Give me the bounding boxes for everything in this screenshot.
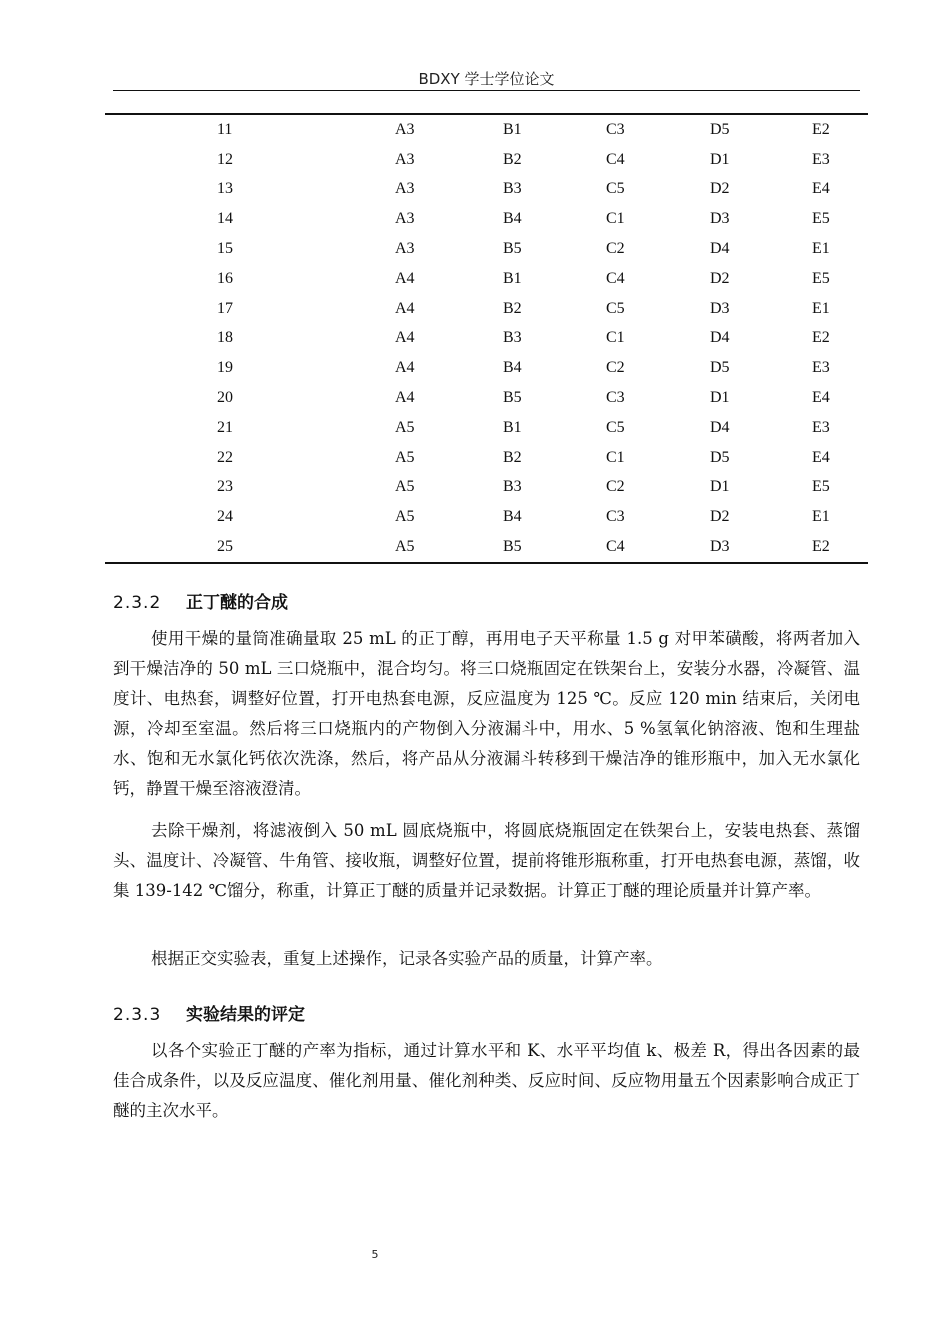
table-cell-level: A4 — [395, 269, 415, 287]
table-cell-level: C3 — [606, 120, 625, 138]
table-cell-level: B3 — [503, 478, 522, 496]
table-cell-level: D5 — [710, 359, 730, 377]
table-row — [105, 413, 868, 443]
table-row — [105, 532, 868, 562]
table-row — [105, 204, 868, 234]
table-cell-run-number: 23 — [217, 478, 233, 496]
table-cell-level: B3 — [503, 329, 522, 347]
table-cell-level: D5 — [710, 120, 730, 138]
table-cell-level: D4 — [710, 240, 730, 258]
table-cell-level: A4 — [395, 359, 415, 377]
table-row — [105, 234, 868, 264]
table-cell-run-number: 20 — [217, 389, 233, 407]
table-cell-level: D2 — [710, 508, 730, 526]
table-cell-level: C5 — [606, 418, 625, 436]
table-cell-run-number: 21 — [217, 418, 233, 436]
table-cell-run-number: 16 — [217, 269, 233, 287]
table-cell-level: A5 — [395, 538, 415, 556]
table-cell-level: C2 — [606, 359, 625, 377]
table-cell-level: C2 — [606, 478, 625, 496]
running-header: BDXY 学士学位论文 — [418, 70, 555, 88]
section-number: 2.3.3 — [113, 1005, 162, 1025]
table-cell-level: E4 — [812, 180, 830, 198]
table-row — [105, 383, 868, 413]
table-cell-level: B1 — [503, 418, 522, 436]
table-cell-level: A3 — [395, 210, 415, 228]
table-cell-level: C4 — [606, 269, 625, 287]
table-cell-level: E5 — [812, 478, 830, 496]
paragraph: 使用干燥的量筒准确量取 25 mL 的正丁醇，再用电子天平称量 1.5 g 对甲苯磺酸，将两者加入到干燥洁净的 50 mL 三口烧瓶中，混合均匀。将三口烧瓶固定在铁架台上，安装分水器，冷凝管、温度计、电热套，调整好位置，打开电热套电源，反应温度为 125 ℃。反应 120 min 结束后，关闭电源，冷却至室温。然后将三口烧瓶内的产物倒入分液漏斗中，用水、5 %氢氧化钠溶液、饱和生理盐水、饱和无水氯化钙依次洗涤，然后，将产品从分液漏斗转移到干燥洁净的锥形瓶中，加入无水氯化钙，静置干燥至溶液澄清。 — [113, 629, 860, 798]
table-cell-level: C1 — [606, 448, 625, 466]
section-heading-2-3-3 — [113, 1000, 305, 1025]
table-cell-level: B1 — [503, 120, 522, 138]
table-cell-level: D3 — [710, 299, 730, 317]
section-title: 正丁醚的合成 — [186, 593, 288, 613]
table-cell-level: E5 — [812, 210, 830, 228]
table-cell-run-number: 15 — [217, 240, 233, 258]
table-cell-run-number: 14 — [217, 210, 233, 228]
table-cell-run-number: 11 — [217, 120, 233, 138]
table-body — [105, 115, 868, 562]
table-row — [105, 145, 868, 175]
table-cell-level: C2 — [606, 240, 625, 258]
table-cell-level: A5 — [395, 478, 415, 496]
table-cell-level: E1 — [812, 299, 830, 317]
table-cell-level: C3 — [606, 508, 625, 526]
table-row — [105, 294, 868, 324]
table-cell-level: A4 — [395, 389, 415, 407]
table-bottom-rule — [105, 562, 868, 564]
table-cell-level: C4 — [606, 538, 625, 556]
table-cell-level: B2 — [503, 448, 522, 466]
table-cell-level: B2 — [503, 150, 522, 168]
table-row — [105, 353, 868, 383]
table-cell-run-number: 13 — [217, 180, 233, 198]
table-cell-level: D1 — [710, 389, 730, 407]
table-row — [105, 175, 868, 205]
section-title: 实验结果的评定 — [186, 1005, 305, 1025]
table-cell-run-number: 19 — [217, 359, 233, 377]
table-cell-level: B5 — [503, 389, 522, 407]
table-cell-level: D3 — [710, 210, 730, 228]
table-cell-level: E5 — [812, 269, 830, 287]
table-cell-level: E3 — [812, 150, 830, 168]
table-cell-level: E2 — [812, 538, 830, 556]
table-cell-level: A5 — [395, 418, 415, 436]
table-row — [105, 502, 868, 532]
table-cell-run-number: 17 — [217, 299, 233, 317]
table-cell-level: D2 — [710, 180, 730, 198]
table-cell-level: D1 — [710, 150, 730, 168]
table-cell-level: D3 — [710, 538, 730, 556]
table-cell-level: B4 — [503, 359, 522, 377]
table-row — [105, 264, 868, 294]
table-cell-level: C5 — [606, 180, 625, 198]
table-cell-level: A5 — [395, 448, 415, 466]
table-cell-level: C3 — [606, 389, 625, 407]
table-cell-level: D2 — [710, 269, 730, 287]
table-cell-level: B2 — [503, 299, 522, 317]
table-cell-level: C5 — [606, 299, 625, 317]
table-cell-level: D4 — [710, 329, 730, 347]
table-cell-level: E4 — [812, 448, 830, 466]
table-cell-level: E4 — [812, 389, 830, 407]
table-cell-level: A4 — [395, 329, 415, 347]
header-rule — [113, 90, 860, 91]
table-row — [105, 115, 868, 145]
paragraph: 根据正交实验表，重复上述操作，记录各实验产品的质量，计算产率。 — [151, 949, 663, 968]
table-cell-run-number: 18 — [217, 329, 233, 347]
table-row — [105, 473, 868, 503]
page-number: 5 — [371, 1248, 379, 1261]
table-cell-level: D1 — [710, 478, 730, 496]
table-cell-level: B1 — [503, 269, 522, 287]
table-cell-level: B5 — [503, 240, 522, 258]
table-cell-level: B5 — [503, 538, 522, 556]
table-cell-level: A3 — [395, 120, 415, 138]
table-cell-level: A3 — [395, 180, 415, 198]
paragraph: 去除干燥剂，将滤液倒入 50 mL 圆底烧瓶中，将圆底烧瓶固定在铁架台上，安装电热套、蒸馏头、温度计、冷凝管、牛角管、接收瓶，调整好位置，提前将锥形瓶称重，打开电热套电源，蒸馏，收集 139-142 ℃馏分，称重，计算正丁醚的质量并记录数据。计算正丁醚的理论质量并计算产率。 — [113, 821, 860, 900]
table-cell-run-number: 22 — [217, 448, 233, 466]
section-number: 2.3.2 — [113, 593, 162, 613]
table-row — [105, 324, 868, 354]
orthogonal-table — [105, 113, 868, 564]
table-cell-level: B4 — [503, 508, 522, 526]
table-cell-level: E1 — [812, 240, 830, 258]
table-cell-level: A4 — [395, 299, 415, 317]
table-cell-run-number: 24 — [217, 508, 233, 526]
table-cell-level: A5 — [395, 508, 415, 526]
table-cell-level: E2 — [812, 329, 830, 347]
table-cell-level: D5 — [710, 448, 730, 466]
table-cell-level: E2 — [812, 120, 830, 138]
table-cell-level: A3 — [395, 150, 415, 168]
table-cell-run-number: 12 — [217, 150, 233, 168]
table-cell-level: C1 — [606, 210, 625, 228]
table-cell-level: B3 — [503, 180, 522, 198]
paragraph: 以各个实验正丁醚的产率为指标，通过计算水平和 K、水平平均值 k、极差 R，得出各因素的最佳合成条件，以及反应温度、催化剂用量、催化剂种类、反应时间、反应物用量五个因素影响合成正丁醚的主次水平。 — [113, 1041, 860, 1120]
table-cell-level: B4 — [503, 210, 522, 228]
table-cell-level: E3 — [812, 359, 830, 377]
table-row — [105, 443, 868, 473]
table-cell-level: C4 — [606, 150, 625, 168]
table-cell-level: A3 — [395, 240, 415, 258]
table-cell-level: C1 — [606, 329, 625, 347]
table-cell-level: E1 — [812, 508, 830, 526]
table-cell-level: D4 — [710, 418, 730, 436]
table-cell-run-number: 25 — [217, 538, 233, 556]
section-heading-2-3-2 — [113, 588, 288, 613]
table-cell-level: E3 — [812, 418, 830, 436]
